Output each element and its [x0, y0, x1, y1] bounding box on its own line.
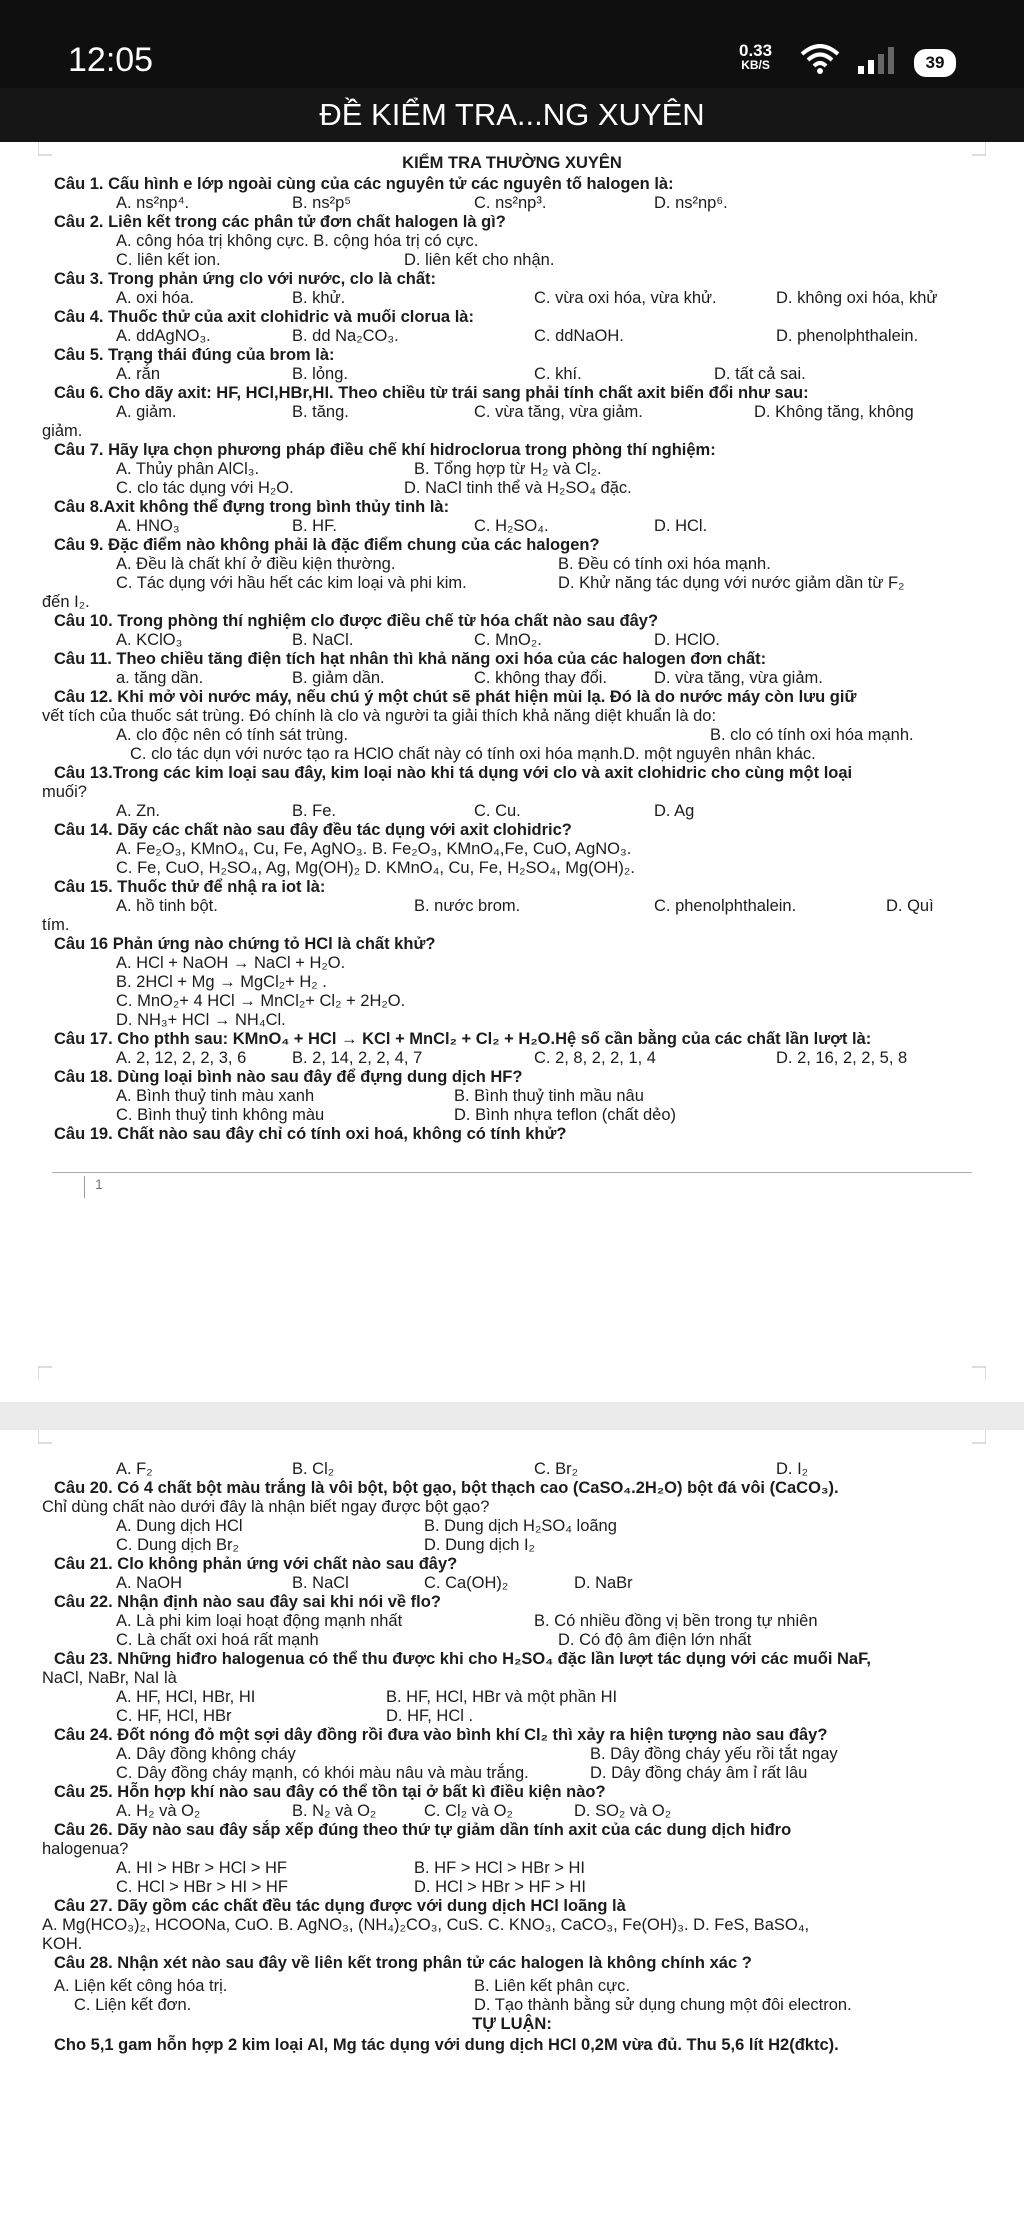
q5-option-c: C. khí.: [534, 365, 582, 383]
document-page-2: [34, 1430, 990, 2217]
q14-options-cd: C. Fe, CuO, H₂SO₄, Ag, Mg(OH)₂ D. KMnO₄, Cu, Fe, H₂SO₄, Mg(OH)₂.: [116, 859, 635, 877]
page-footer-rule: [52, 1172, 972, 1173]
q1-option-d: D. ns²np⁶.: [654, 194, 728, 212]
q10-option-d: D. HClO.: [654, 631, 720, 649]
q24-option-d: D. Dây đồng cháy âm ỉ rất lâu: [590, 1764, 808, 1782]
q20-option-c: C. Dung dịch Br₂: [116, 1536, 239, 1554]
question-21: Câu 21. Clo không phản ứng với chất nào sau đây?: [54, 1555, 458, 1573]
q18-option-d: D. Bình nhựa teflon (chất dẻo): [454, 1106, 677, 1124]
page-number: 1: [84, 1176, 155, 1198]
q3-option-c: C. vừa oxi hóa, vừa khử.: [534, 289, 717, 307]
q5-option-a: A. rắn: [116, 365, 161, 383]
q23-option-c: C. HF, HCl, HBr: [116, 1707, 232, 1725]
q26-option-b: B. HF > HCl > HBr > HI: [414, 1859, 585, 1877]
document-title: ĐỀ KIỂM TRA...NG XUYÊN: [0, 88, 1024, 142]
q18-option-b: B. Bình thuỷ tinh mầu nâu: [454, 1087, 644, 1105]
question-3: Câu 3. Trong phản ứng clo với nước, clo là chất:: [54, 270, 436, 288]
question-6: Câu 6. Cho dãy axit: HF, HCl,HBr,HI. Theo chiều từ trái sang phải tính chất axit biến đổi như sau:: [54, 384, 809, 402]
q12-options-cd: C. clo tác dụn với nước tạo ra HClO chất này có tính oxi hóa mạnh.D. một nguyên nhân khác.: [130, 745, 816, 763]
q19-option-d: D. I₂: [776, 1460, 809, 1478]
q1-option-a: A. ns²np⁴.: [116, 194, 190, 212]
q13-continued: muối?: [42, 783, 87, 801]
q23-option-b: B. HF, HCl, HBr và một phần HI: [386, 1688, 618, 1706]
wifi-icon: [800, 44, 840, 74]
question-26: Câu 26. Dãy nào sau đây sắp xếp đúng theo thứ tự giảm dần tính axit của các dung dịch hiđro: [54, 1821, 792, 1839]
q18-option-a: A. Bình thuỷ tinh màu xanh: [116, 1087, 315, 1105]
q25-option-b: B. N₂ và O₂: [292, 1802, 377, 1820]
q16-option-c: C. MnO₂+ 4 HCl → MnCl₂+ Cl₂ + 2H₂O.: [116, 992, 406, 1010]
q24-option-a: A. Dây đồng không cháy: [116, 1745, 296, 1763]
question-20: Câu 20. Có 4 chất bột màu trắng là vôi bột, bột gạo, bột thạch cao (CaSO₄.2H₂O) bột đá vôi (CaCO₃).: [54, 1479, 839, 1497]
q15-continued: tím.: [42, 916, 70, 934]
network-speed-unit: KB/S: [741, 58, 770, 72]
q13-option-c: C. Cu.: [474, 802, 521, 820]
question-8: Câu 8.Axit không thể đựng trong bình thủy tinh là:: [54, 498, 450, 516]
q15-option-d: D. Quì: [886, 897, 934, 915]
question-9: Câu 9. Đặc điểm nào không phải là đặc điểm chung của các halogen?: [54, 536, 600, 554]
q9-continued: đến I₂.: [42, 593, 90, 611]
q23-option-a: A. HF, HCl, HBr, HI: [116, 1688, 256, 1706]
q23-continued: NaCl, NaBr, NaI là: [42, 1669, 177, 1687]
q9-option-d: D. Khử năng tác dụng với nước giảm dần từ F₂: [558, 574, 905, 592]
q7-option-d: D. NaCl tinh thể và H₂SO₄ đặc.: [404, 479, 632, 497]
q19-option-a: A. F₂: [116, 1460, 153, 1478]
q28-option-a: A. Liện kết công hóa trị.: [54, 1977, 228, 1995]
q5-option-b: B. lỏng.: [292, 365, 348, 383]
page-corner-mark: [38, 1366, 52, 1380]
q14-options-ab: A. Fe₂O₃, KMnO₄, Cu, Fe, AgNO₃. B. Fe₂O₃, KMnO₄,Fe, CuO, AgNO₃.: [116, 840, 632, 858]
page-corner-mark: [972, 1430, 986, 1444]
q11-option-a: a. tăng dần.: [116, 669, 204, 687]
q23-option-d: D. HF, HCl .: [386, 1707, 474, 1725]
q17-option-a: A. 2, 12, 2, 2, 3, 6: [116, 1049, 247, 1067]
q9-option-c: C. Tác dụng với hầu hết các kim loại và phi kim.: [116, 574, 467, 592]
q21-option-a: A. NaOH: [116, 1574, 183, 1592]
q6-continued: giảm.: [42, 422, 83, 440]
q19-option-b: B. Cl₂: [292, 1460, 335, 1478]
q7-option-b: B. Tổng hợp từ H₂ và Cl₂.: [414, 460, 602, 478]
q28-option-b: B. Liên kết phân cực.: [474, 1977, 630, 1995]
page-heading: KIỂM TRA THƯỜNG XUYÊN: [402, 154, 622, 172]
q3-option-d: D. không oxi hóa, khử: [776, 289, 938, 307]
q8-option-b: B. HF.: [292, 517, 337, 535]
q13-option-d: D. Ag: [654, 802, 695, 820]
q26-option-d: D. HCl > HBr > HF > HI: [414, 1878, 586, 1896]
q6-option-c: C. vừa tăng, vừa giảm.: [474, 403, 643, 421]
q20-continued: Chỉ dùng chất nào dưới đây là nhận biết ngay được bột gạo?: [42, 1498, 490, 1516]
essay-heading: TỰ LUẬN:: [472, 2015, 552, 2033]
q25-option-d: D. SO₂ và O₂: [574, 1802, 672, 1820]
question-1: Câu 1. Cấu hình e lớp ngoài cùng của các nguyên tử các nguyên tố halogen là:: [54, 175, 674, 193]
q2-option-d: D. liên kết cho nhận.: [404, 251, 555, 269]
q3-option-a: A. oxi hóa.: [116, 289, 194, 307]
q16-option-d: D. NH₃+ HCl → NH₄Cl.: [116, 1011, 286, 1029]
signal-icon: [856, 44, 902, 74]
question-28: Câu 28. Nhận xét nào sau đây về liên kết trong phân tử các halogen là không chính xác ?: [54, 1954, 752, 1972]
question-7: Câu 7. Hãy lựa chọn phương pháp điều chế khí hidroclorua trong phòng thí nghiệm:: [54, 441, 716, 459]
q22-option-c: C. Là chất oxi hoá rất mạnh: [116, 1631, 319, 1649]
q8-option-c: C. H₂SO₄.: [474, 517, 549, 535]
q22-option-d: D. Có độ âm điện lớn nhất: [558, 1631, 752, 1649]
q24-option-c: C. Dây đồng cháy mạnh, có khói màu nâu và màu trắng.: [116, 1764, 529, 1782]
q10-option-a: A. KClO₃: [116, 631, 183, 649]
network-speed: [739, 42, 772, 72]
question-2: Câu 2. Liên kết trong các phân tử đơn chất halogen là gì?: [54, 213, 506, 231]
q24-option-b: B. Dây đồng cháy yếu rồi tắt ngay: [590, 1745, 838, 1763]
q13-option-a: A. Zn.: [116, 802, 161, 820]
q10-option-b: B. NaCl.: [292, 631, 354, 649]
q22-option-a: A. Là phi kim loại hoạt động mạnh nhất: [116, 1612, 403, 1630]
q26-continued: halogenua?: [42, 1840, 129, 1858]
q6-option-a: A. giảm.: [116, 403, 177, 421]
q28-option-c: C. Liện kết đơn.: [74, 1996, 192, 2014]
q17-option-d: D. 2, 16, 2, 2, 5, 8: [776, 1049, 908, 1067]
q8-option-a: A. HNO₃: [116, 517, 180, 535]
q20-option-b: B. Dung dịch H₂SO₄ loãng: [424, 1517, 617, 1535]
question-13: Câu 13.Trong các kim loại sau đây, kim loại nào khi tá dụng với clo và axit clohidric cho cùng một loại: [54, 764, 853, 782]
q21-option-c: C. Ca(OH)₂: [424, 1574, 509, 1592]
q15-option-c: C. phenolphthalein.: [654, 897, 797, 915]
essay-question: Cho 5,1 gam hỗn hợp 2 kim loại Al, Mg tác dụng với dung dịch HCl 0,2M vừa đủ. Thu 5,6 lít H2(đktc).: [54, 2036, 839, 2054]
q19-option-c: C. Br₂: [534, 1460, 578, 1478]
q16-option-b: B. 2HCl + Mg → MgCl₂+ H₂ .: [116, 973, 327, 991]
network-speed-value: 0.33: [739, 41, 773, 60]
q6-option-d: D. Không tăng, không: [754, 403, 914, 421]
q4-option-d: D. phenolphthalein.: [776, 327, 919, 345]
page-corner-mark: [972, 1366, 986, 1380]
question-23: Câu 23. Những hiđro halogenua có thể thu được khi cho H₂SO₄ đặc lần lượt tác dụng với các muối NaF,: [54, 1650, 871, 1668]
q11-option-c: C. không thay đổi.: [474, 669, 607, 687]
q12-option-b: B. clo có tính oxi hóa mạnh.: [710, 726, 914, 744]
q15-option-b: B. nước brom.: [414, 897, 521, 915]
q7-option-a: A. Thủy phân AlCl₃.: [116, 460, 260, 478]
q1-option-b: B. ns²p⁵: [292, 194, 352, 212]
document-page-1: [34, 142, 990, 1402]
q26-option-c: C. HCl > HBr > HI > HF: [116, 1878, 288, 1896]
q25-option-a: A. H₂ và O₂: [116, 1802, 201, 1820]
question-17: Câu 17. Cho pthh sau: KMnO₄ + HCl → KCl + MnCl₂ + Cl₂ + H₂O.Hệ số cần bằng của các chất lần lượt là:: [54, 1030, 872, 1048]
q11-option-b: B. giảm dần.: [292, 669, 385, 687]
q5-option-d: D. tất cả sai.: [714, 365, 806, 383]
question-11: Câu 11. Theo chiều tăng điện tích hạt nhân thì khả năng oxi hóa của các halogen đơn chất:: [54, 650, 767, 668]
q12-continued: vết tích của thuốc sát trùng. Đó chính là clo và người ta giải thích khả năng diệt khuẩn là do:: [42, 707, 717, 725]
question-10: Câu 10. Trong phòng thí nghiệm clo được điều chế từ hóa chất nào sau đây?: [54, 612, 659, 630]
q17-option-c: C. 2, 8, 2, 2, 1, 4: [534, 1049, 656, 1067]
q20-option-a: A. Dung dịch HCl: [116, 1517, 243, 1535]
q1-option-c: C. ns²np³.: [474, 194, 547, 212]
q21-option-b: B. NaCl: [292, 1574, 349, 1592]
q27-options: A. Mg(HCO₃)₂, HCOONa, CuO. B. AgNO₃, (NH₄)₂CO₃, CuS. C. KNO₃, CaCO₃, Fe(OH)₃. D. FeS, BaSO₄,: [42, 1916, 810, 1934]
question-16: Câu 16 Phản ứng nào chứng tỏ HCl là chất khử?: [54, 935, 436, 953]
q3-option-b: B. khử.: [292, 289, 346, 307]
battery-icon: 39: [914, 49, 956, 77]
question-4: Câu 4. Thuốc thử của axit clohidric và muối clorua là:: [54, 308, 474, 326]
q26-option-a: A. HI > HBr > HCl > HF: [116, 1859, 287, 1877]
question-24: Câu 24. Đốt nóng đỏ một sợi dây đồng rồi đưa vào bình khí Cl₂ thì xảy ra hiện tượng nào sau đây?: [54, 1726, 828, 1744]
q11-option-d: D. vừa tăng, vừa giảm.: [654, 669, 823, 687]
q12-option-a: A. clo độc nên có tính sát trùng.: [116, 726, 349, 744]
question-19: Câu 19. Chất nào sau đây chỉ có tính oxi hoá, không có tính khử?: [54, 1125, 567, 1143]
question-22: Câu 22. Nhận định nào sau đây sai khi nói về flo?: [54, 1593, 441, 1611]
q4-option-b: B. dd Na₂CO₃.: [292, 327, 399, 345]
question-12: Câu 12. Khi mở vòi nước máy, nếu chú ý một chút sẽ phát hiện mùi lạ. Đó là do nước máy còn lưu giữ: [54, 688, 857, 706]
q13-option-b: B. Fe.: [292, 802, 337, 820]
q21-option-d: D. NaBr: [574, 1574, 633, 1592]
q17-option-b: B. 2, 14, 2, 2, 4, 7: [292, 1049, 423, 1067]
q9-option-b: B. Đều có tính oxi hóa mạnh.: [558, 555, 771, 573]
q18-option-c: C. Bình thuỷ tinh không màu: [116, 1106, 325, 1124]
q9-option-a: A. Đều là chất khí ở điều kiện thường.: [116, 555, 396, 573]
q4-option-c: C. ddNaOH.: [534, 327, 624, 345]
q2-options-ab: A. công hóa trị không cực. B. cộng hóa trị có cực.: [116, 232, 479, 250]
clock: 12:05: [68, 41, 154, 79]
q2-option-c: C. liên kết ion.: [116, 251, 221, 269]
question-5: Câu 5. Trạng thái đúng của brom là:: [54, 346, 335, 364]
q8-option-d: D. HCl.: [654, 517, 708, 535]
q15-option-a: A. hồ tinh bột.: [116, 897, 218, 915]
q16-option-a: A. HCl + NaOH → NaCl + H₂O.: [116, 954, 346, 972]
question-15: Câu 15. Thuốc thử để nhậ ra iot là:: [54, 878, 326, 896]
question-25: Câu 25. Hỗn hợp khí nào sau đây có thể tồn tại ở bất kì điều kiện nào?: [54, 1783, 606, 1801]
q22-option-b: B. Có nhiều đồng vị bền trong tự nhiên: [534, 1612, 818, 1630]
q28-option-d: D. Tạo thành bằng sử dụng chung một đôi electron.: [474, 1996, 852, 2014]
q25-option-c: C. Cl₂ và O₂: [424, 1802, 513, 1820]
page-separator: [0, 1402, 1024, 1430]
status-bar: [0, 0, 1024, 88]
question-18: Câu 18. Dùng loại bình nào sau đây để đựng dung dịch HF?: [54, 1068, 523, 1086]
q4-option-a: A. ddAgNO₃.: [116, 327, 211, 345]
q6-option-b: B. tăng.: [292, 403, 349, 421]
question-27: Câu 27. Dãy gồm các chất đều tác dụng được với dung dịch HCl loãng là: [54, 1897, 626, 1915]
q27-continued: KOH.: [42, 1935, 83, 1953]
q7-option-c: C. clo tác dụng với H₂O.: [116, 479, 294, 497]
page-corner-mark: [38, 1430, 52, 1444]
q10-option-c: C. MnO₂.: [474, 631, 542, 649]
q20-option-d: D. Dung dịch I₂: [424, 1536, 535, 1554]
question-14: Câu 14. Dãy các chất nào sau đây đều tác dụng với axit clohidric?: [54, 821, 572, 839]
